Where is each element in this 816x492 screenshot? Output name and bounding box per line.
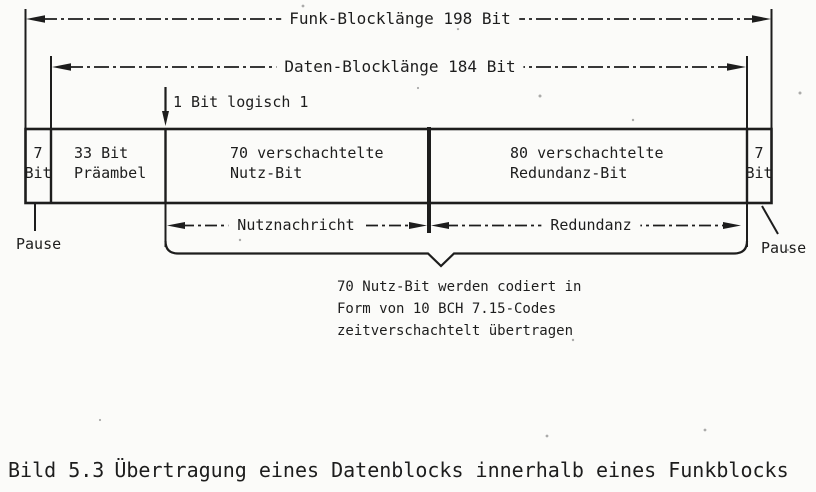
arrowhead-right-icon [752, 15, 771, 23]
arrowhead-left-icon [167, 222, 185, 229]
redundanz-label: Redundanz [541, 217, 640, 234]
arrowhead-left-icon [431, 222, 449, 229]
arrowhead-left-icon [26, 15, 45, 23]
pause-left-label: Pause [16, 235, 62, 253]
brace-note-line-2: Form von 10 BCH 7.15-Codes [337, 301, 557, 317]
pause-right-pointer [762, 206, 778, 234]
bit-marker-arrow [162, 87, 169, 126]
cell-line: Nutz-Bit [230, 164, 303, 182]
arrowhead-left-icon [52, 63, 71, 71]
caption-text: Übertragung eines Datenblocks innerhalb eines Funkblocks [114, 458, 789, 482]
caption-number: Bild 5.3 [8, 458, 105, 482]
cell-line: Redundanz-Bit [510, 164, 628, 182]
bit-marker-label: 1 Bit logisch 1 [173, 93, 309, 111]
cell-pause-left-label [24, 143, 51, 183]
cell-pause-right-label [745, 143, 772, 183]
cell-line: Bit [745, 164, 773, 182]
figure-caption [8, 458, 789, 482]
arrowhead-right-icon [723, 222, 741, 229]
cell-line: 80 verschachtelte [510, 144, 664, 162]
cell-line: Bit [24, 164, 52, 182]
funk-length-label: Funk-Blocklänge 198 Bit [281, 10, 519, 28]
arrowhead-right-icon [409, 222, 427, 229]
curly-brace [166, 241, 748, 266]
pause-right-label: Pause [761, 239, 807, 257]
cell-preamble-label [74, 143, 146, 183]
cell-line: 33 Bit [74, 144, 129, 162]
arrowhead-down-icon [162, 111, 169, 126]
brace-note-line-3: zeitverschachtelt übertragen [337, 323, 574, 339]
cell-line: 7 [33, 144, 43, 162]
cell-line: 70 verschachtelte [230, 144, 384, 162]
cell-line: 7 [754, 144, 764, 162]
brace-note [337, 276, 581, 342]
nutznachricht-label: Nutznachricht [228, 217, 363, 234]
arrowhead-right-icon [727, 63, 746, 71]
cell-redundancy-label [510, 143, 664, 183]
cell-payload-label [230, 143, 384, 183]
brace-note-line-1: 70 Nutz-Bit werden codiert in [337, 279, 582, 295]
daten-length-label: Daten-Blocklänge 184 Bit [276, 58, 523, 76]
cell-line: Präambel [74, 164, 147, 182]
